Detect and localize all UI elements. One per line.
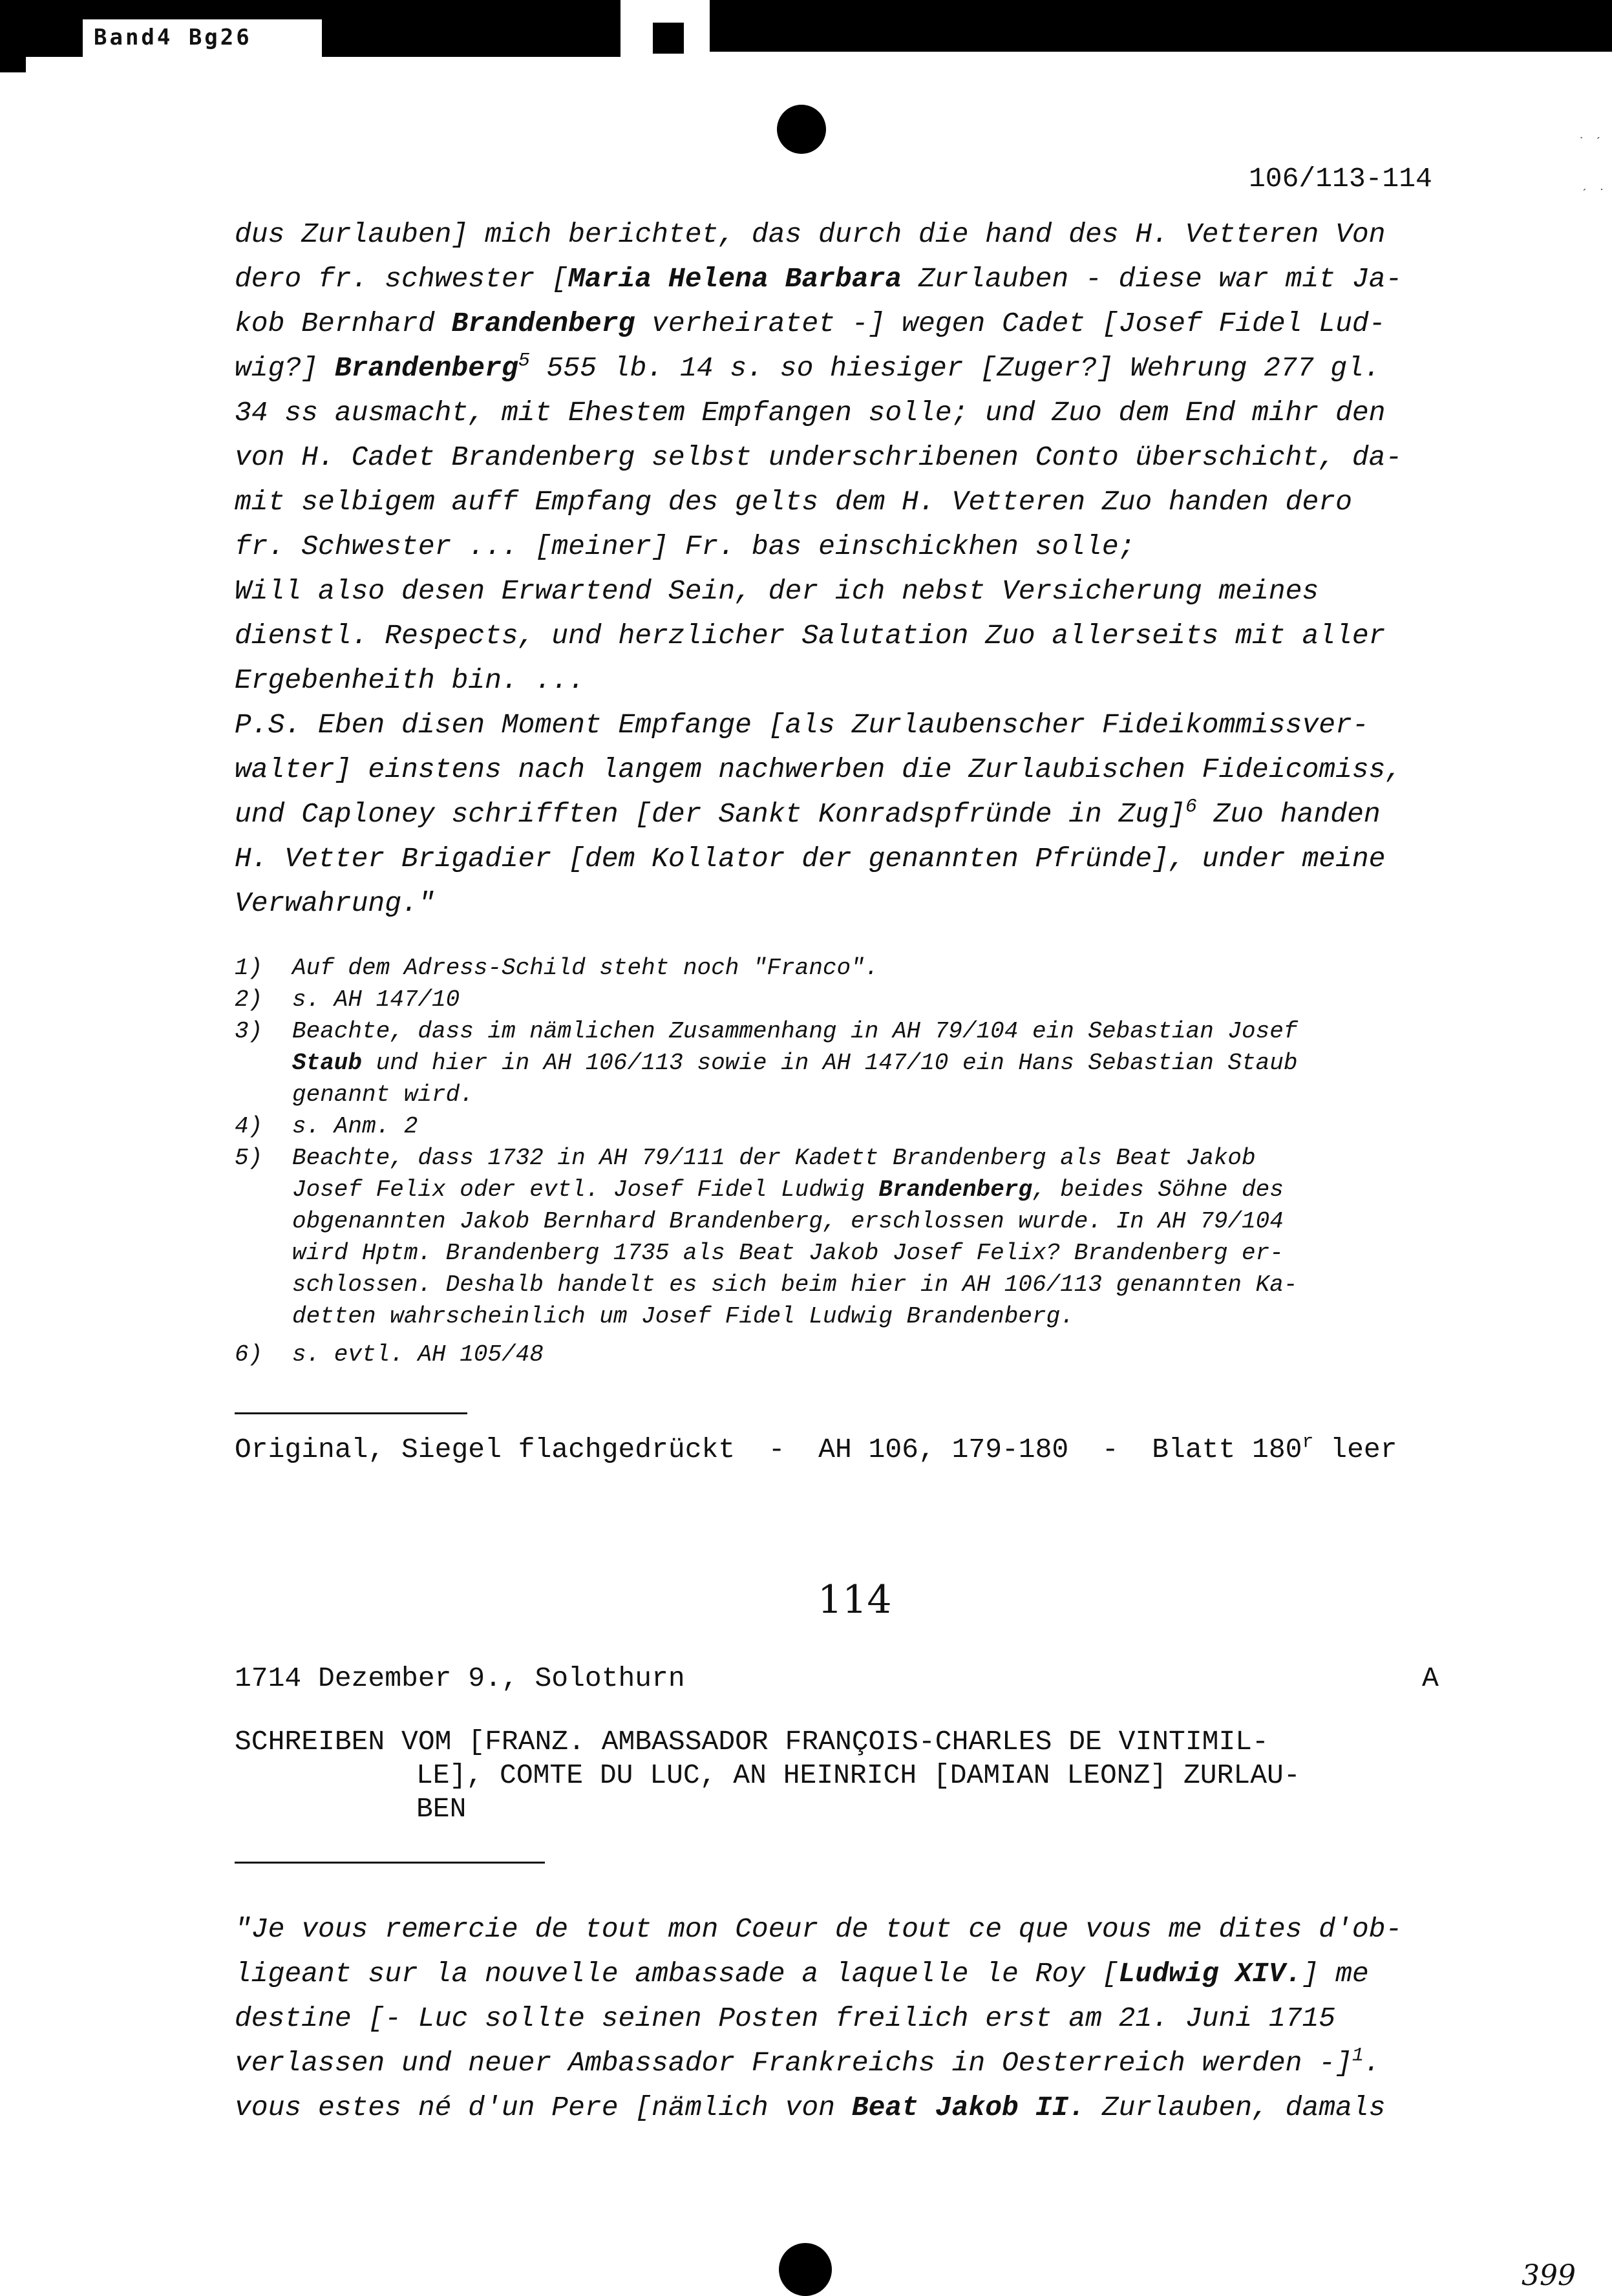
footnote-text: Beachte, dass 1732 in AH 79/111 der Kadett Brandenberg als Beat Jakob (292, 1145, 1256, 1171)
document-type: A (1422, 1663, 1439, 1694)
footnote-text: wird Hptm. Brandenberg 1735 als Beat Jakob Josef Felix? Brandenberg er- (292, 1240, 1284, 1266)
text-line: fr. Schwester ... [meiner] Fr. bas einschickhen solle; (235, 531, 1136, 562)
handwritten-page-number: 399 (1522, 2259, 1576, 2292)
footnote-number: 4) (235, 1113, 263, 1140)
text-line: von H. Cadet Brandenberg selbst underschribenen Conto überschicht, da- (235, 441, 1403, 473)
footnote-text: schlossen. Deshalb handelt es sich beim hier in AH 106/113 genannten Ka- (292, 1271, 1298, 1298)
text-line: kob Bernhard Brandenberg verheiratet -] wegen Cadet [Josef Fidel Lud- (235, 308, 1386, 339)
footnote-text: Auf dem Adress-Schild steht noch "Franco". (292, 955, 879, 981)
text-line: mit selbigem auff Empfang des gelts dem H. Vetteren Zuo handen dero (235, 486, 1352, 518)
footnote-number: 1) (235, 955, 263, 981)
text-line: destine [- Luc sollte seinen Posten freilich erst am 21. Juni 1715 (235, 2003, 1336, 2034)
punch-hole-icon (777, 105, 826, 154)
footnote-text: s. Anm. 2 (292, 1113, 418, 1140)
footnote-text: Beachte, dass im nämlichen Zusammenhang in AH 79/104 ein Sebastian Josef (292, 1018, 1298, 1045)
footnote-number: 2) (235, 986, 263, 1013)
footnote-number: 5) (235, 1145, 263, 1171)
text-line: und Caploney schrifften [der Sankt Konradspfründe in Zug]$^6$ Zuo handen (235, 796, 1381, 830)
punch-hole-icon (779, 2243, 832, 2296)
text-line: 34 ss ausmacht, mit Ehestem Empfangen solle; und Zuo dem End mihr den (235, 397, 1386, 429)
document-number: 114 (818, 1577, 892, 1622)
divider-rule (235, 1862, 545, 1864)
scan-edge-black (0, 0, 26, 72)
text-line: H. Vetter Brigadier [dem Kollator der genannten Pfründe], under meine (235, 843, 1386, 875)
scan-edge-black (710, 0, 1612, 52)
footnote-text: s. evtl. AH 105/48 (292, 1341, 544, 1368)
footnote-text: detten wahrscheinlich um Josef Fidel Ludwig Brandenberg. (292, 1303, 1074, 1330)
footnote-ref: 1 (1352, 2045, 1364, 2067)
text-line: "Je vous remercie de tout mon Coeur de tout ce que vous me dites d'ob- (235, 1913, 1403, 1945)
text-line: vous estes né d'un Pere [nämlich von Beat Jakob II. Zurlauben, damals (235, 2092, 1386, 2123)
text-line: verlassen und neuer Ambassador Frankreichs in Oesterreich werden -]$^1$. (235, 2045, 1381, 2079)
text-line: wig?] Brandenberg$^5$ 555 lb. 14 s. so hiesiger [Zuger?] Wehrung 277 gl. (235, 350, 1381, 384)
footnote-text: s. AH 147/10 (292, 986, 460, 1013)
text-line: dienstl. Respects, und herzlicher Salutation Zuo allerseits mit aller (235, 620, 1386, 652)
document-title: SCHREIBEN VOM [FRANZ. AMBASSADOR FRANÇOIS-CHARLES DE VINTIMIL- (235, 1726, 1269, 1758)
margin-mark: ˙ ˊ (1577, 136, 1603, 152)
text-line: Ergebenheith bin. ... (235, 664, 585, 696)
footnote-text: genannt wird. (292, 1081, 474, 1108)
divider-rule (235, 1412, 467, 1414)
document-date-place: 1714 Dezember 9., Solothurn (235, 1663, 685, 1694)
text-line: P.S. Eben disen Moment Empfange [als Zurlaubenscher Fideikommissver- (235, 709, 1369, 741)
footnote-text: Josef Felix oder evtl. Josef Fidel Ludwig Brandenberg, beides Söhne des (292, 1176, 1284, 1203)
margin-mark: ˊ ˙ (1580, 187, 1606, 204)
footnote-number: 6) (235, 1341, 263, 1368)
footnote-number: 3) (235, 1018, 263, 1045)
footnote-text: obgenannten Jakob Bernhard Brandenberg, erschlossen wurde. In AH 79/104 (292, 1208, 1284, 1235)
page-reference: 106/113-114 (1249, 163, 1432, 195)
text-line: Will also desen Erwartend Sein, der ich nebst Versicherung meines (235, 575, 1319, 607)
text-line: walter] einstens nach langem nachwerben die Zurlaubischen Fideicomiss, (235, 754, 1403, 785)
registration-square-icon (653, 23, 684, 54)
text-line: Verwahrung." (235, 888, 435, 919)
document-title: LE], COMTE DU LUC, AN HEINRICH [DAMIAN LEONZ] ZURLAU- (416, 1759, 1300, 1791)
band-label: Band4 Bg26 (94, 25, 252, 50)
footnote-ref: 6 (1185, 796, 1197, 818)
footnote-text: Staub und hier in AH 106/113 sowie in AH 147/10 ein Hans Sebastian Staub (292, 1050, 1298, 1076)
text-line: dero fr. schwester [Maria Helena Barbara Zurlauben - diese war mit Ja- (235, 263, 1403, 295)
text-line: ligeant sur la nouvelle ambassade a laquelle le Roy [Ludwig XIV.] me (235, 1958, 1369, 1990)
text-line: dus Zurlauben] mich berichtet, das durch die hand des H. Vetteren Von (235, 218, 1386, 250)
source-note: Original, Siegel flachgedrückt - AH 106, 179-180 - Blatt 180$^r$ leer (235, 1431, 1397, 1465)
footnote-ref: 5 (518, 350, 530, 372)
document-title: BEN (416, 1793, 467, 1825)
